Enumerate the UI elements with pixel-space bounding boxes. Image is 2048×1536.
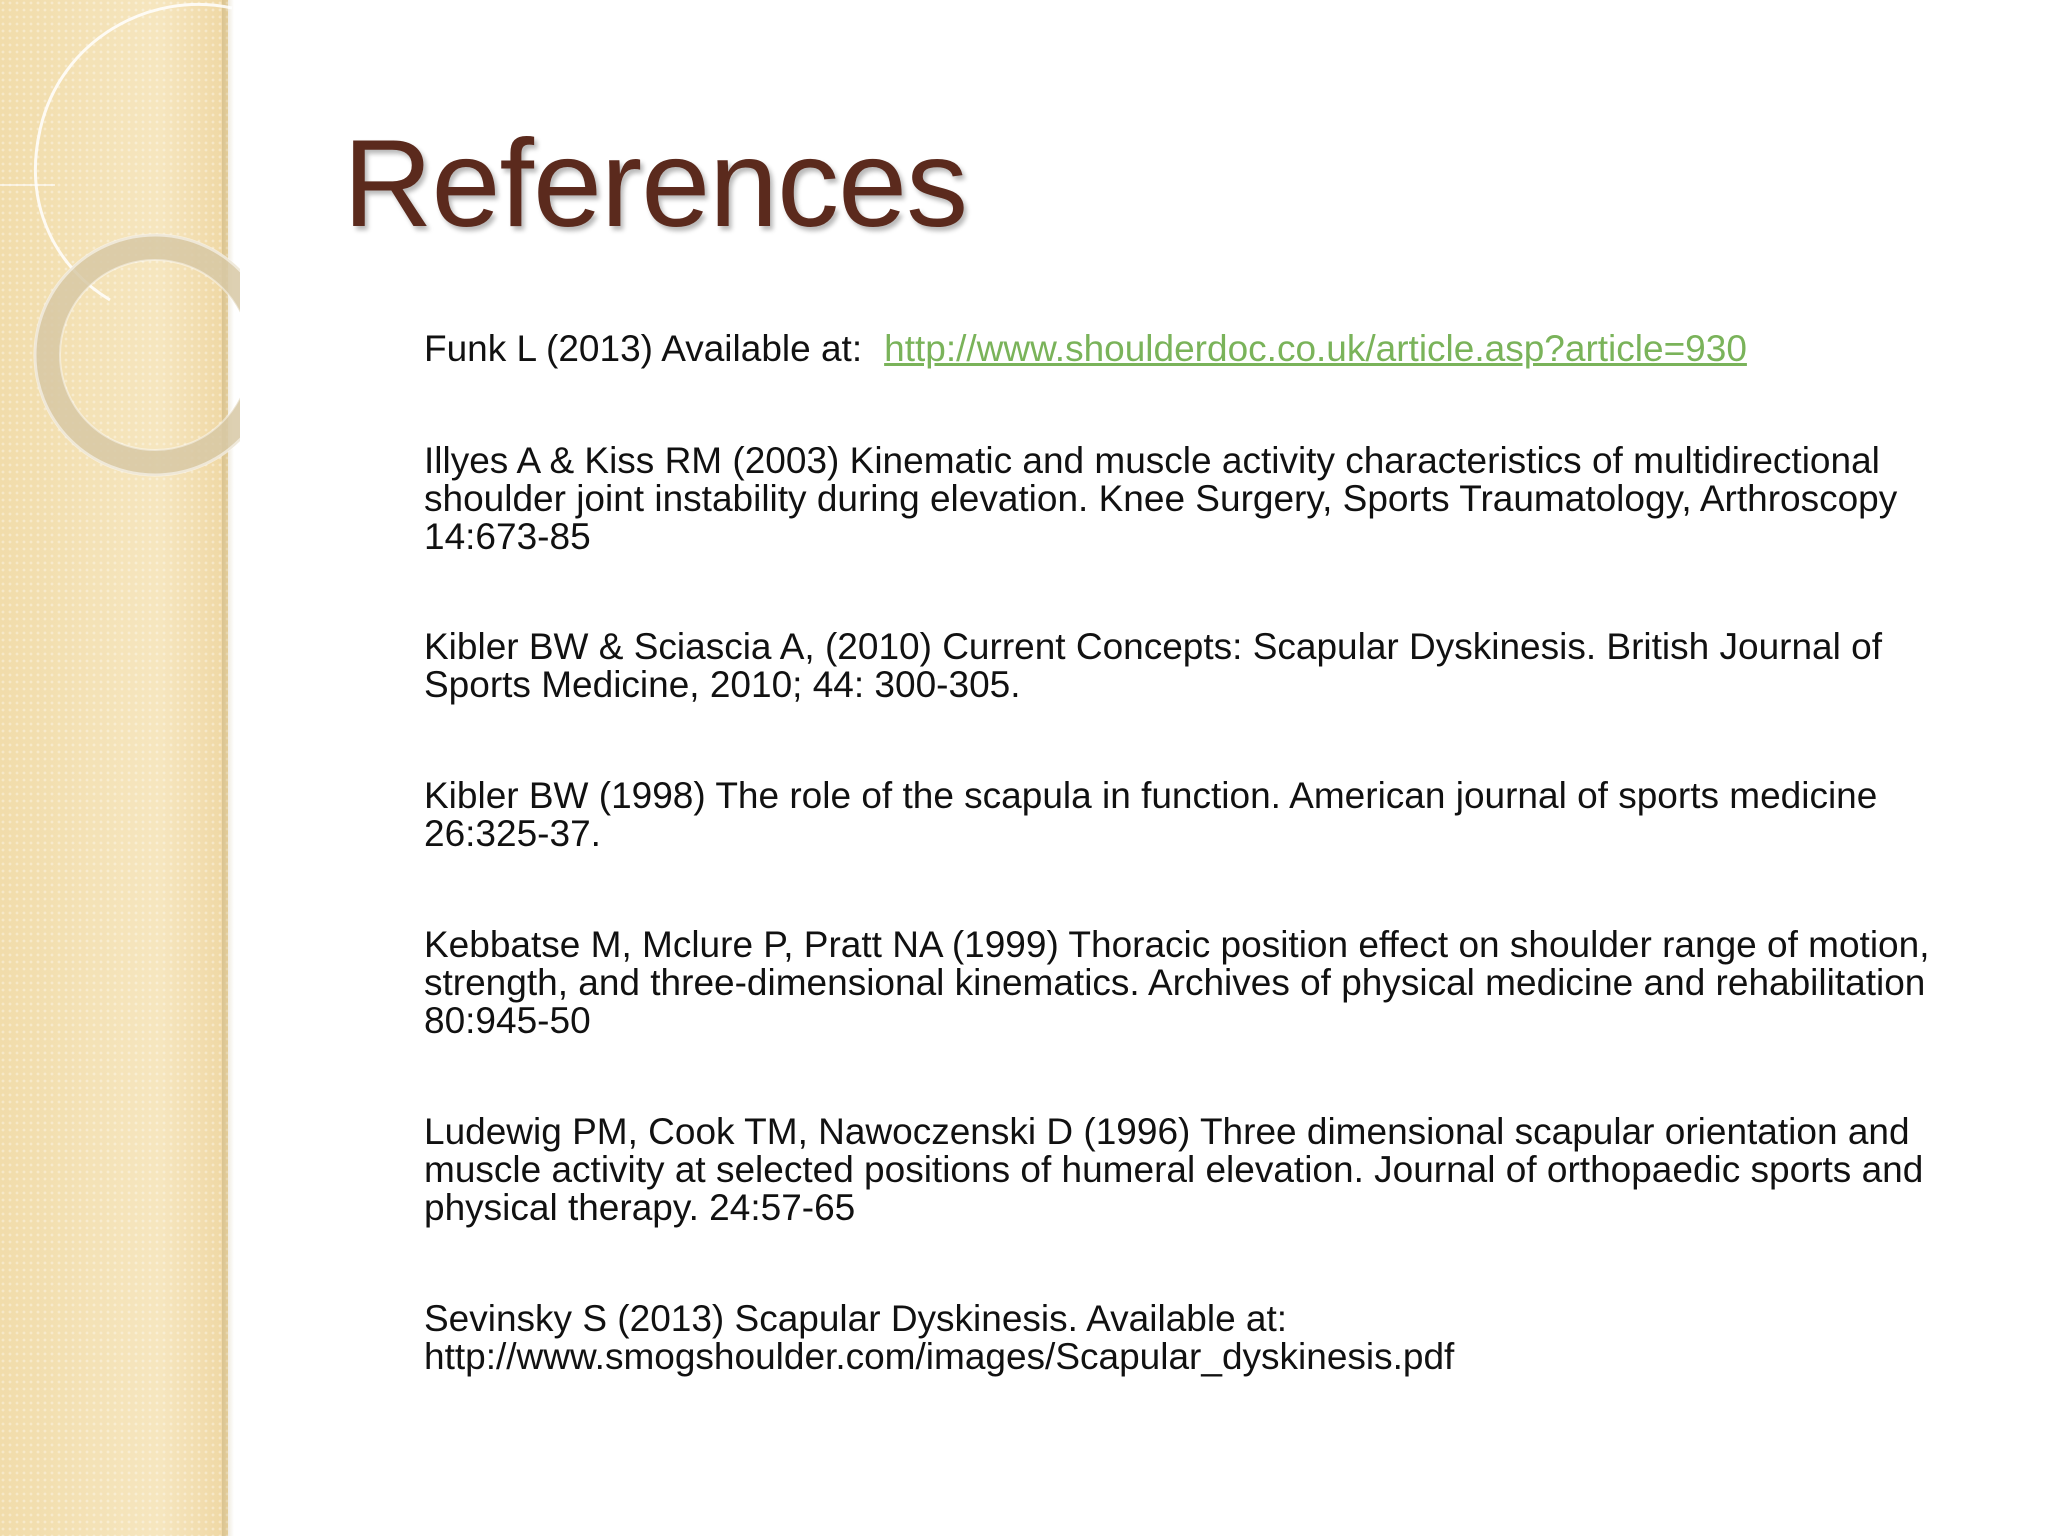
side-band-shadow <box>222 0 234 1536</box>
reference-link[interactable]: http://www.shoulderdoc.co.uk/article.asp?article=930 <box>884 328 1747 369</box>
reference-text: Kebbatse M, Mclure P, Pratt NA (1999) Thoracic position effect on shoulder range of motion, strength, and three-dimensional kinematics. Archives of physical medicine and rehabilitation 80:945-50 <box>424 924 1930 1041</box>
decorative-side-band <box>0 0 228 1536</box>
reference-item <box>424 628 1984 704</box>
reference-text: Ludewig PM, Cook TM, Nawoczenski D (1996) Three dimensional scapular orientation and muscle activity at selected positions of humeral elevation. Journal of orthopaedic sports and physical therapy. 24:57-65 <box>424 1111 1924 1228</box>
reference-text: Illyes A & Kiss RM (2003) Kinematic and muscle activity characteristics of multidirectional shoulder joint instability during elevation. Knee Surgery, Sports Traumatology, Arthroscopy 14:673-85 <box>424 440 1898 557</box>
reference-item <box>424 777 1984 853</box>
reference-text: Kibler BW & Sciascia A, (2010) Current Concepts: Scapular Dyskinesis. British Journal of Sports Medicine, 2010; 44: 300-305. <box>424 626 1882 705</box>
reference-text: Sevinsky S (2013) Scapular Dyskinesis. Available at: http://www.smogshoulder.com/images/Scapular_dyskinesis.pdf <box>424 1298 1455 1377</box>
reference-text: Funk L (2013) Available at: <box>424 328 863 369</box>
reference-text: Kibler BW (1998) The role of the scapula in function. American journal of sports medicine 26:325-37. <box>424 775 1878 854</box>
reference-item <box>424 330 1984 368</box>
reference-item <box>424 1300 1984 1376</box>
reference-item <box>424 926 1984 1040</box>
slide-title: References <box>343 115 968 253</box>
reference-item <box>424 1113 1984 1227</box>
reference-item <box>424 442 1984 556</box>
